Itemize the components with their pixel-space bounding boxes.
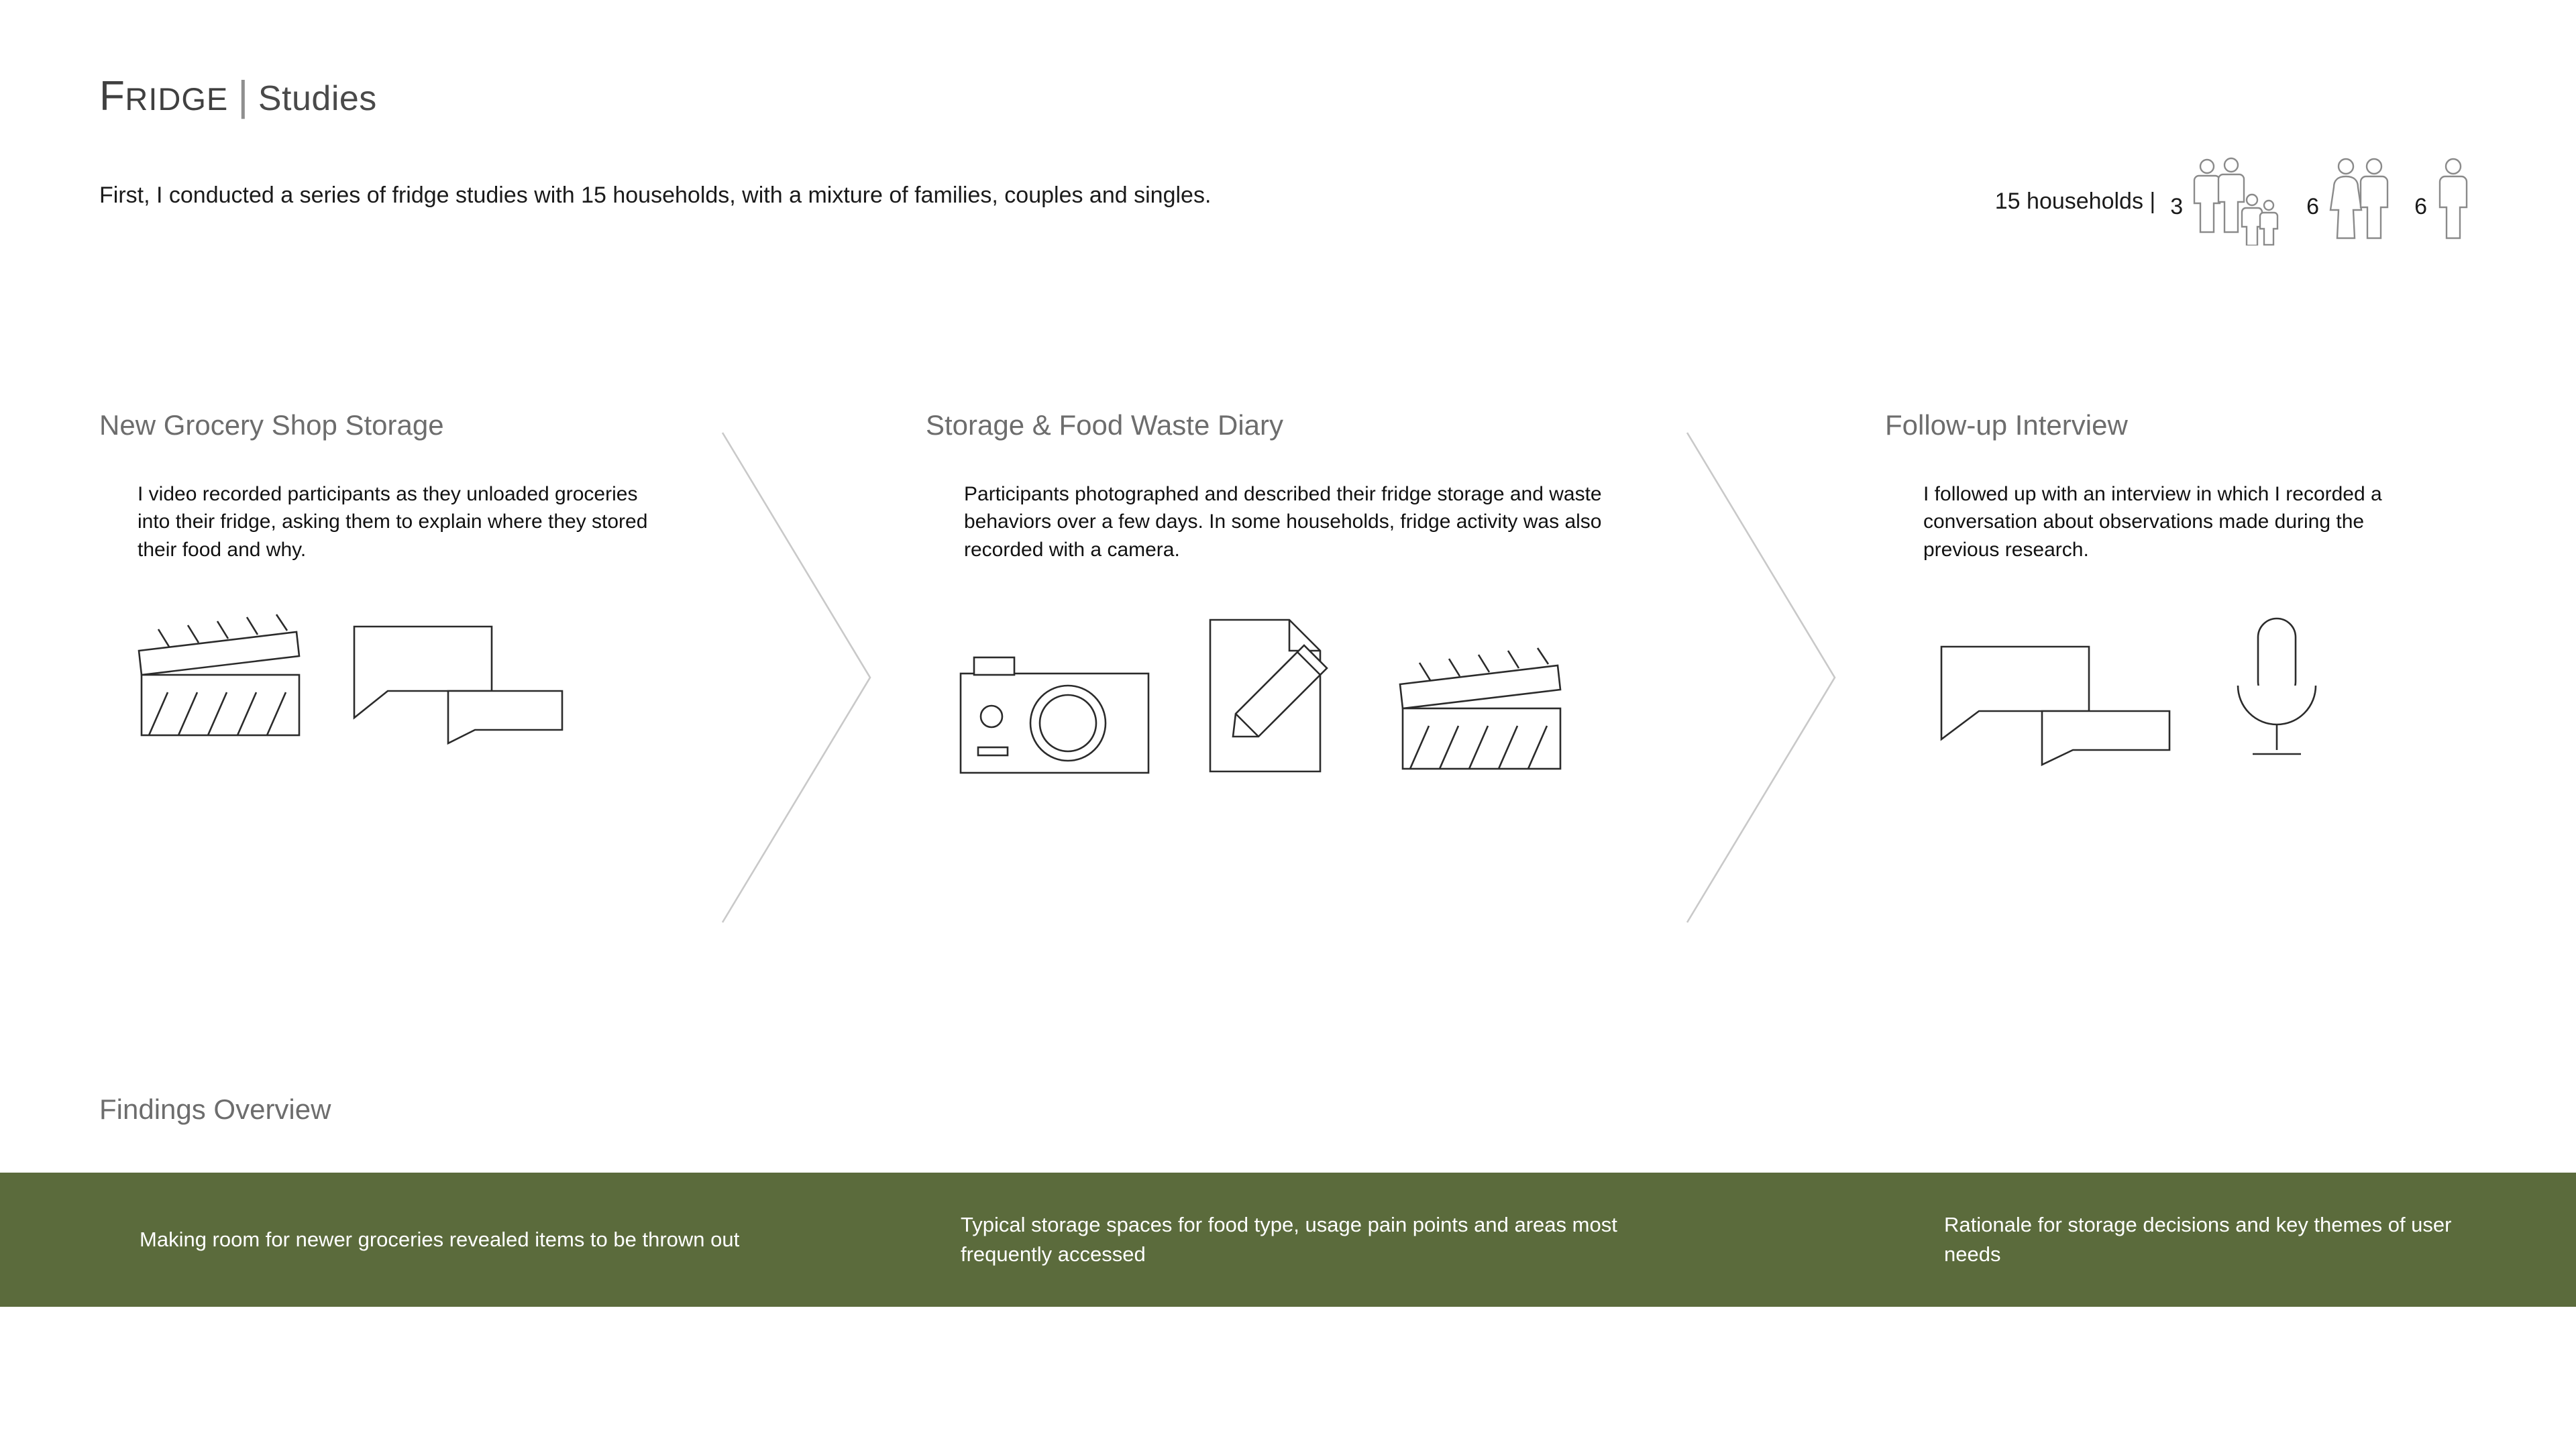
households-label: 15 households | [1994,188,2156,214]
family-pictogram [2190,157,2284,246]
finding-item: Making room for newer groceries revealed items to be thrown out [140,1227,740,1251]
column-body: Participants photographed and described their fridge storage and waste behaviors over a few days. In some households, fridge activity was also recorded with a camera. [964,483,1602,561]
page-title-subtitle: Studies [258,79,377,118]
clapperboard-icon [129,612,310,746]
single-person-pictogram [2434,157,2473,246]
speech-bubbles-icon [1935,632,2176,766]
column-heading: New Grocery Shop Storage [99,409,444,441]
households-count-couple: 6 [2306,194,2320,219]
column-icon-row [1935,612,2442,766]
step-column-follow-up-interview [1885,409,2442,766]
households-count-single: 6 [2414,194,2427,219]
households-count-family: 3 [2170,194,2184,219]
findings-heading: Findings Overview [99,1093,331,1125]
column-body: I followed up with an interview in which I recorded a conversation about observations made during the previous research. [1923,483,2382,561]
page-title [99,72,377,120]
chevron-separator-1 [719,429,880,926]
note-pencil-icon [1195,612,1350,780]
couple-pictogram [2326,157,2392,246]
intro-paragraph: First, I conducted a series of fridge studies with 15 households, with a mixture of families, couples and singles. [99,182,1212,208]
column-body: I video recorded participants as they unloaded groceries into their fridge, asking them to explain where they stored their food and why. [138,483,648,561]
column-heading: Storage & Food Waste Diary [926,409,1283,441]
findings-band [0,1173,2576,1307]
page-title-initial: F [99,73,125,119]
step-column-storage-food-waste-diary [926,409,1603,780]
households-summary [1995,154,2496,248]
finding-item: Rationale for storage decisions and key themes of user needs [1944,1212,2452,1266]
finding-item: Typical storage spaces for food type, usage pain points and areas most frequently accessed [961,1212,1617,1266]
households-stat-single [2414,157,2473,246]
households-stat-family [2170,157,2284,246]
households-stat-couple [2306,157,2392,246]
clapperboard-icon [1390,645,1571,780]
column-icon-row [954,612,1603,780]
column-icon-row [129,612,703,746]
page-title-rest: RIDGE [125,81,229,117]
title-divider: | [237,73,249,119]
microphone-icon [2223,612,2330,766]
speech-bubbles-icon [347,612,569,746]
camera-icon [954,645,1155,780]
chevron-separator-2 [1684,429,1845,926]
step-column-new-grocery-shop-storage [99,409,703,746]
column-heading: Follow-up Interview [1885,409,2128,441]
